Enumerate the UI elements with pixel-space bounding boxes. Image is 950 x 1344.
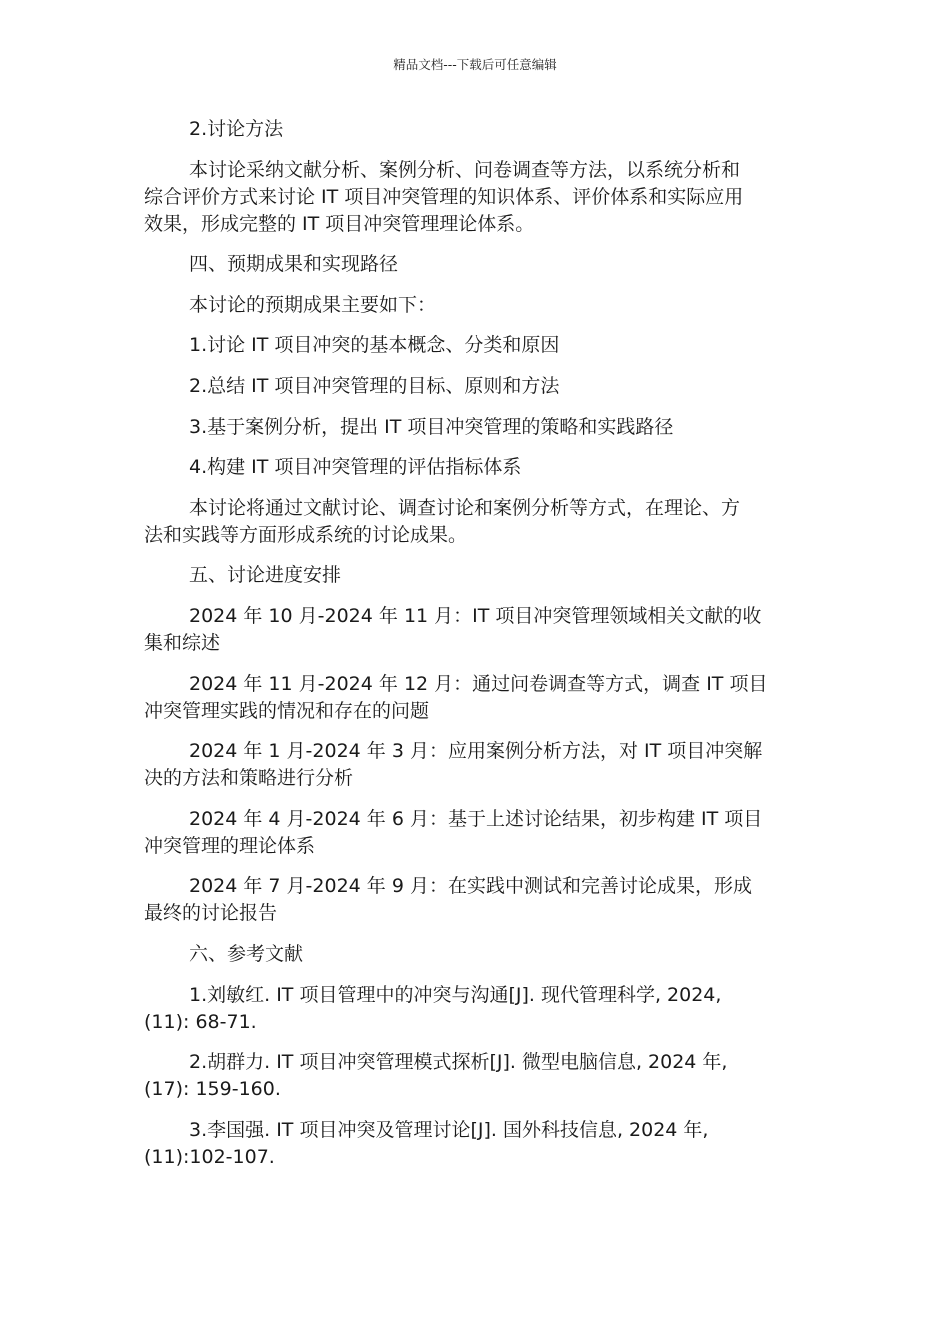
schedule-item: 2024 年 11 月-2024 年 12 月：通过问卷调查等方式，调查 IT 项目 冲突管理实践的情况和存在的问题 — [144, 672, 768, 722]
section-heading: 四、预期成果和实现路径 — [189, 253, 399, 276]
page-header: 精品文档---下载后可任意编辑 — [393, 57, 557, 72]
document-body — [144, 116, 806, 1171]
paragraph: 本讨论将通过文献讨论、调查讨论和案例分析等方式，在理论、方 法和实践等方面形成系统的讨论成果。 — [144, 496, 741, 546]
schedule-item: 2024 年 10 月-2024 年 11 月：IT 项目冲突管理领域相关文献的收 集和综述 — [144, 604, 762, 654]
list-item: 4.构建 IT 项目冲突管理的评估指标体系 — [189, 456, 522, 479]
paragraph: 2.讨论方法 — [189, 118, 284, 140]
paragraph: 本讨论的预期成果主要如下： — [189, 293, 437, 316]
paragraph: 本讨论采纳文献分析、案例分析、问卷调查等方法，以系统分析和 综合评价方式来讨论 IT 项目冲突管理的知识体系、评价体系和实际应用 效果，形成完整的 IT 项目冲突管理理论体系。 — [144, 158, 744, 235]
schedule-item: 2024 年 7 月-2024 年 9 月：在实践中测试和完善讨论成果，形成 最终的讨论报告 — [144, 875, 752, 925]
section-heading: 五、讨论进度安排 — [189, 564, 342, 587]
section-heading: 六、参考文献 — [189, 942, 304, 965]
list-item: 2.总结 IT 项目冲突管理的目标、原则和方法 — [189, 374, 560, 397]
schedule-item: 2024 年 1 月-2024 年 3 月：应用案例分析方法，对 IT 项目冲突解 决的方法和策略进行分析 — [144, 740, 763, 790]
list-item: 3.基于案例分析，提出 IT 项目冲突管理的策略和实践路径 — [189, 415, 674, 438]
reference-item: 2.胡群力. IT 项目冲突管理模式探析[J]. 微型电脑信息, 2024 年, (17): 159-160. — [144, 1051, 728, 1101]
list-item: 1.讨论 IT 项目冲突的基本概念、分类和原因 — [189, 334, 560, 357]
schedule-item: 2024 年 4 月-2024 年 6 月：基于上述讨论结果，初步构建 IT 项目 冲突管理的理论体系 — [144, 807, 763, 857]
reference-item: 1.刘敏红. IT 项目管理中的冲突与沟通[J]. 现代管理科学, 2024, (11): 68-71. — [144, 983, 722, 1033]
reference-item: 3.李国强. IT 项目冲突及管理讨论[J]. 国外科技信息, 2024 年, (11):102-107. — [144, 1118, 709, 1168]
